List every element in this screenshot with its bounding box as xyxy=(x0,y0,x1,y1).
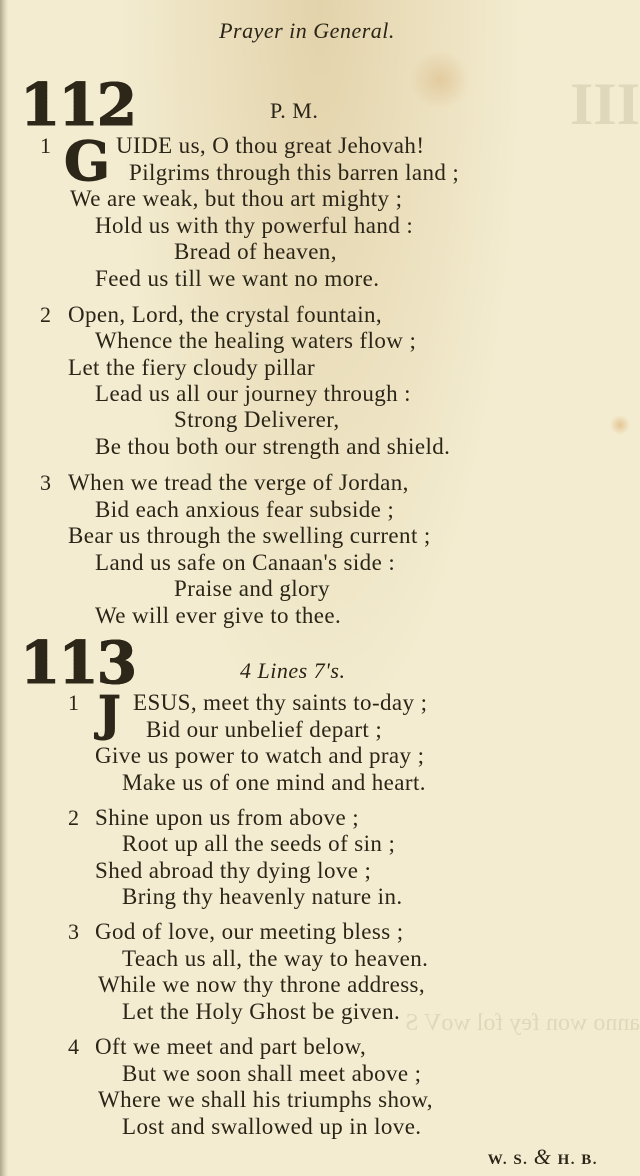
verse-line: God of love, our meeting bless ; xyxy=(95,919,404,944)
verse-line: When we tread the verge of Jordan, xyxy=(68,470,409,495)
verse-line: UIDE us, O thou great Jehovah! xyxy=(116,133,425,158)
verse-line: Open, Lord, the crystal fountain, xyxy=(68,302,383,327)
verse-line: Be thou both our strength and shield. xyxy=(95,434,451,459)
verse-line: Strong Deliverer, xyxy=(174,407,340,432)
verse-number: 2 xyxy=(68,805,79,830)
drop-cap: J xyxy=(98,686,121,742)
verse-line: We will ever give to thee. xyxy=(95,603,342,628)
verse-number: 2 xyxy=(40,302,51,327)
meter-label: P. M. xyxy=(270,98,319,123)
verse-line: Bid our unbelief depart ; xyxy=(146,717,383,742)
verse-line: Give us power to watch and pray ; xyxy=(95,743,425,768)
verse-line: Feed us till we want no more. xyxy=(95,266,380,291)
verse-line: Hold us with thy powerful hand : xyxy=(95,213,414,238)
attribution-left: W. S. xyxy=(487,1152,529,1168)
verse-line: Where we shall his triumphs show, xyxy=(98,1087,433,1112)
verse-line: Bread of heaven, xyxy=(174,239,337,264)
verse-line: Lead us all our journey through : xyxy=(95,381,411,406)
verse-line: Whence the healing waters flow ; xyxy=(95,328,417,353)
verse-line: Teach us all, the way to heaven. xyxy=(122,946,429,971)
verse-line: Bear us through the swelling current ; xyxy=(68,523,431,548)
verse-number: 1 xyxy=(40,133,51,158)
verse-line: Oft we meet and part below, xyxy=(95,1034,367,1059)
attribution-right: H. B. xyxy=(557,1152,598,1168)
author-attribution xyxy=(488,1144,598,1170)
bleed-through-text: anno won fey fol woV S xyxy=(405,1010,640,1036)
verse-line: Shine upon us from above ; xyxy=(95,805,360,830)
verse-number: 1 xyxy=(68,690,79,715)
verse-line: Let the Holy Ghost be given. xyxy=(122,999,401,1024)
bleed-through-text: III xyxy=(569,71,640,137)
verse-number: 4 xyxy=(68,1034,79,1059)
verse-line: Let the fiery cloudy pillar xyxy=(68,355,316,380)
verse-line: While we now thy throne address, xyxy=(98,972,426,997)
hymn-number: 113 xyxy=(20,629,136,697)
verse-line: We are weak, but thou art mighty ; xyxy=(70,186,403,211)
verse-number: 3 xyxy=(68,919,79,944)
verse-line: Lost and swallowed up in love. xyxy=(122,1114,422,1139)
verse-line: Praise and glory xyxy=(174,576,330,601)
verse-line: Root up all the seeds of sin ; xyxy=(122,831,396,856)
running-head: Prayer in General. xyxy=(219,18,395,43)
meter-label: 4 Lines 7's. xyxy=(240,658,346,683)
verse-line: Bring thy heavenly nature in. xyxy=(122,884,403,909)
verse-line: Shed abroad thy dying love ; xyxy=(95,858,372,883)
verse-line: Land us safe on Canaan's side : xyxy=(95,550,396,575)
verse-line: But we soon shall meet above ; xyxy=(122,1061,422,1086)
verse-line: Pilgrims through this barren land ; xyxy=(129,160,460,185)
verse-line: Make us of one mind and heart. xyxy=(122,770,426,795)
drop-cap: G xyxy=(64,129,111,193)
verse-line: ESUS, meet thy saints to-day ; xyxy=(133,690,428,715)
hymn-number: 112 xyxy=(20,71,136,139)
attribution-ampersand: & xyxy=(533,1144,553,1169)
verse-number: 3 xyxy=(40,470,51,495)
verse-line: Bid each anxious fear subside ; xyxy=(95,497,395,522)
